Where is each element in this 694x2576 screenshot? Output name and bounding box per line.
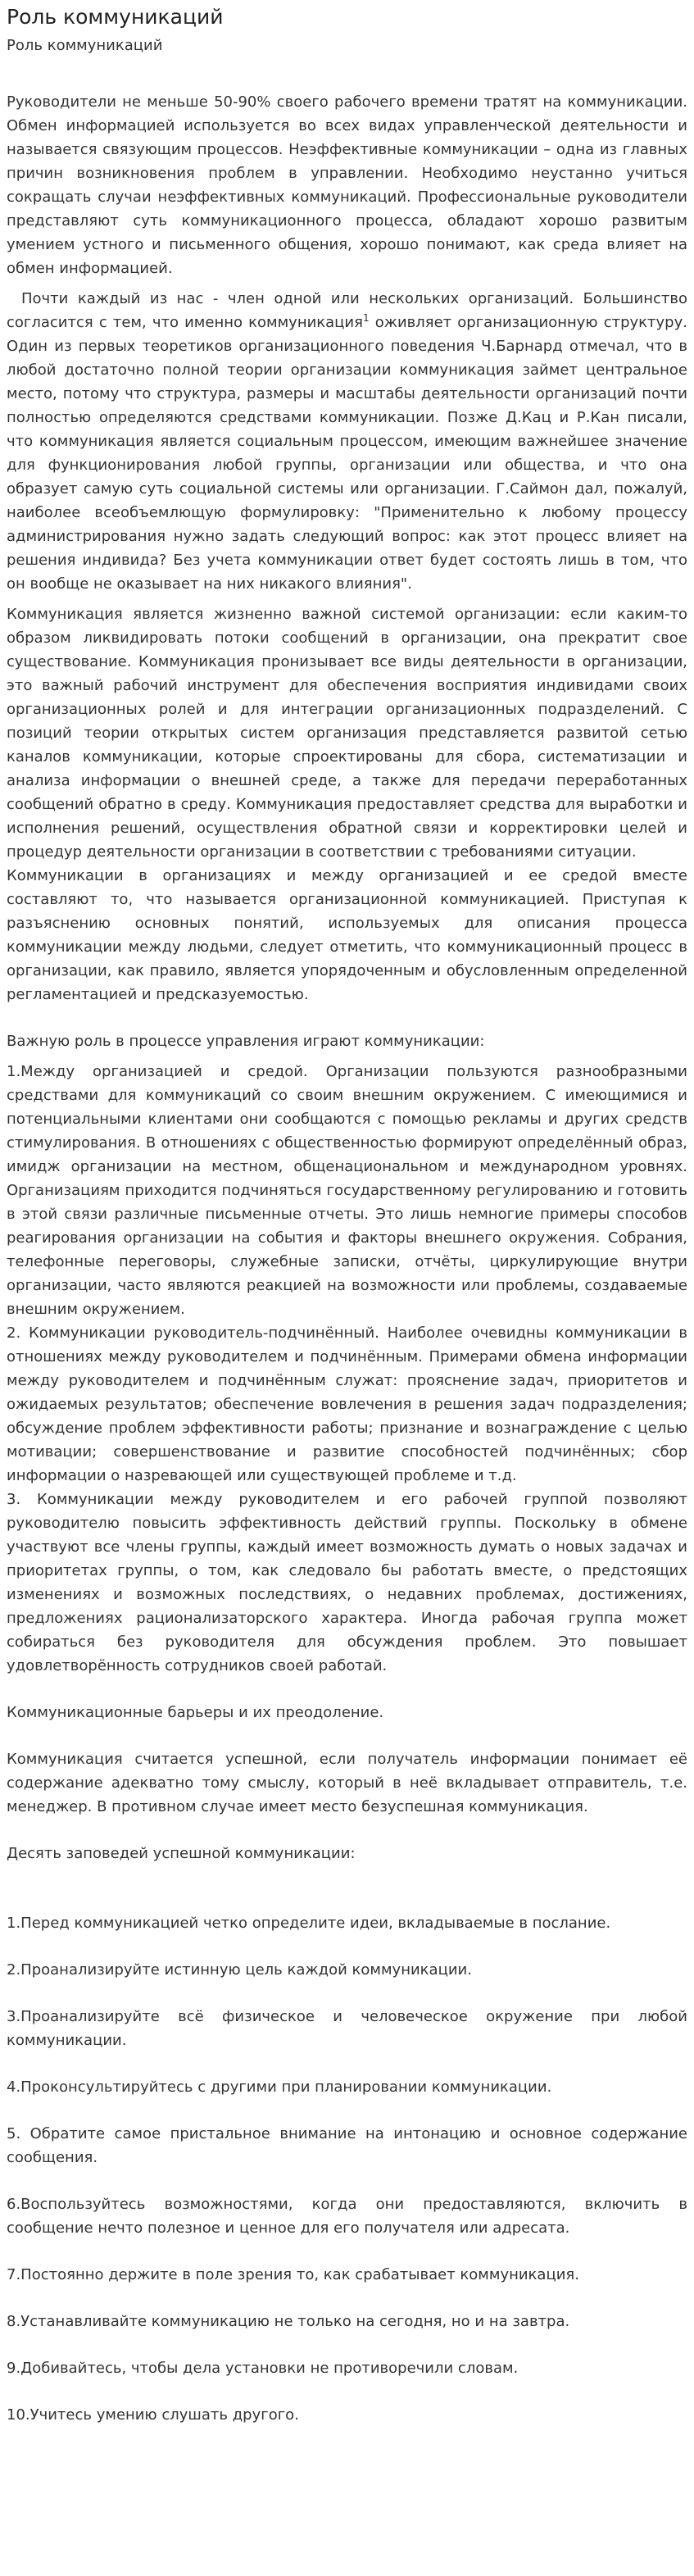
commandment-item: 3.Проанализируйте всё физическое и человеческое окружение при любой коммуникации. <box>7 2008 687 2049</box>
section-heading-commandments: Десять заповедей успешной коммуникации: <box>7 1845 356 1862</box>
commandment-item: 5. Обратите самое пристальное внимание на интонацию и основное содержание сообщения. <box>7 2125 687 2166</box>
page-title: Роль коммуникаций <box>7 5 224 29</box>
paragraph-successful-communication: Коммуникация считается успешной, если получатель информации понимает её содержание адекватно тому смыслу, который в неё вкладывает отправитель, т.е. менеджер. В противном случае имеет место безуспешная коммуникация. <box>7 1751 687 1815</box>
paragraph-important-role: Важную роль в процессе управления играют коммуникации: <box>7 1033 485 1050</box>
page-subtitle: Роль коммуникаций <box>7 37 163 54</box>
paragraph-manager-subordinate: 2. Коммуникации руководитель-подчинённый. Наиболее очевидны коммуникации в отношениях между руководителем и подчинённым. Примерами обмена информации между руководителем и подчинённым служат: прояснение задач, приоритетов и ожидаемых результатов; обеспечение вовлечения в решения задач подразделения; обсуждение проблем эффективности работы; признание и вознаграждение с целью мотивации; совершенствование и развитие способностей подчинённых; сбор информации о назревающей или существующей проблеме и т.д. <box>7 1324 687 1484</box>
footnote-mark: 1 <box>362 312 370 324</box>
paragraph-communication-role-start: Почти каждый из нас - член одной или нескольких организаций. Большинство согласится с тем, что именно коммуникация <box>7 290 687 331</box>
paragraph-intro: Руководители не меньше 50-90% своего рабочего времени тратят на коммуникации. Обмен информацией используется во всех видах управленческой деятельности и называется связующим процессов. Неэффективные коммуникации – одна из главных причин возникновения проблем в управлении. Необходимо неустанно учиться сокращать случаи неэффективных коммуникаций. Профессиональные руководители представляют суть коммуникационного процесса, обладают хорошо развитым умением устного и письменного общения, хорошо понимают, как среда влияет на обмен информацией. <box>7 93 687 277</box>
commandment-item: 10.Учитесь умению слушать другого. <box>7 2406 299 2424</box>
commandment-item: 1.Перед коммуникацией четко определите идеи, вкладываемые в послание. <box>7 1915 611 1932</box>
paragraph-org-and-env: 1.Между организацией и средой. Организации пользуются разнообразными средствами для коммуникаций со своим внешним окружением. С имеющимися и потенциальными клиентами они сообщаются с помощью рекламы и других средств стимулирования. В отношениях с общественностью формируют определённый образ, имидж организации на местном, общенациональном и международном уровнях. Организациям приходится подчиняться государственному регулированию и готовить в этой связи различные письменные отчеты. Это лишь немногие примеры способов реагирования организации на события и факторы внешнего окружения. Собрания, телефонные переговоры, служебные записки, отчёты, циркулирующие внутри организации, часто являются реакцией на возможности или проблемы, создаваемые внешним окружением. <box>7 1063 687 1318</box>
paragraph-org-communication: Коммуникации в организациях и между организацией и ее средой вместе составляют то, что называется организационной коммуникацией. Приступая к разъяснению основных понятий, используемых для описания процесса коммуникации между людьми, следует отметить, что коммуникационный процесс в организации, как правило, является упорядоченным и обусловленным определенной регламентацией и предсказуемостью. <box>7 867 687 1003</box>
paragraph-vital-system: Коммуникация является жизненно важной системой организации: если каким-то образом ликвидировать потоки сообщений в организации, она прекратит свое существование. Коммуникация пронизывает все виды деятельности в организации, это важный рабочий инструмент для обеспечения восприятия индивидами своих организационных ролей и для интеграции организационных подразделений. С позиций теории открытых систем организация представляется развитой сетью каналов коммуникации, которые спроектированы для сбора, систематизации и анализа информации о внешней среде, а также для передачи переработанных сообщений обратно в среду. Коммуникация предоставляет средства для выработки и исполнения решений, осуществления обратной связи и корректировки целей и процедур деятельности организации в соответствии с требованиями ситуации. <box>7 606 687 861</box>
commandment-item: 7.Постоянно держите в поле зрения то, как срабатывает коммуникация. <box>7 2266 579 2283</box>
commandment-item: 2.Проанализируйте истинную цель каждой коммуникации. <box>7 1961 472 1979</box>
paragraph-manager-group: 3. Коммуникации между руководителем и его рабочей группой позволяют руководителю повысить эффективность действий группы. Поскольку в обмене участвуют все члены группы, каждый имеет возможность думать о новых задачах и приоритетах группы, о том, как следовало бы работать вместе, о предстоящих изменениях и возможных последствиях, о недавних проблемах, достижениях, предложениях рационализаторского характера. Иногда рабочая группа может собираться без руководителя для обсуждения проблем. Это повышает удовлетворённость сотрудников своей работай. <box>7 1491 687 1674</box>
article-body <box>7 90 687 2427</box>
paragraph-communication-role <box>7 287 687 596</box>
commandment-item: 8.Устанавливайте коммуникацию не только на сегодня, но и на завтра. <box>7 2313 570 2330</box>
paragraph-communication-role-rest: оживляет организационную структуру. Один из первых теоретиков организационного поведения Ч.Барнард отмечал, что в любой достаточно полной теории организации коммуникация займет центральное место, потому что структура, размеры и масштабы деятельности организаций почти полностью определяются средствами коммуникации. Позже Д.Кац и Р.Кан писали, что коммуникация является социальным процессом, имеющим важнейшее значение для функционирования любой группы, организации или общества, и что она образует самую суть социальной системы или организации. Г.Саймон дал, пожалуй, наиболее всеобъемлющую формулировку: "Применительно к любому процессу администрирования нужно задать следующий вопрос: как этот процесс влияет на решения индивида? Без учета коммуникации ответ будет состоять лишь в том, что он вообще не оказывает на них никакого влияния". <box>7 314 687 593</box>
commandment-item: 6.Воспользуйтесь возможностями, когда они предоставляются, включить в сообщение нечто полезное и ценное для его получателя или адресата. <box>7 2196 687 2237</box>
commandment-item: 4.Проконсультируйтесь с другими при планировании коммуникации. <box>7 2079 552 2096</box>
commandment-item: 9.Добивайтесь, чтобы дела установки не противоречили словам. <box>7 2360 519 2377</box>
section-heading-barriers: Коммуникационные барьеры и их преодоление. <box>7 1704 384 1721</box>
